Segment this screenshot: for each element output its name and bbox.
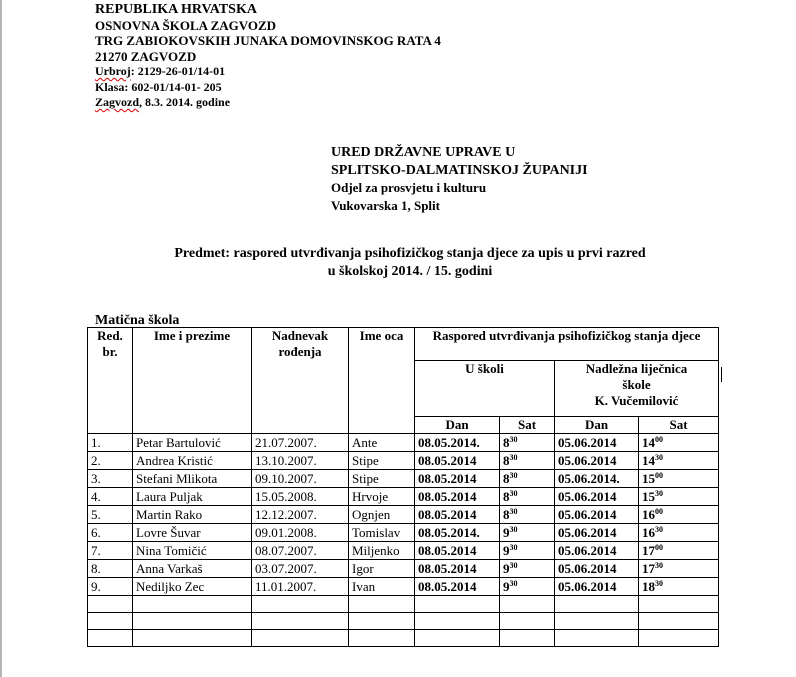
student-name: Nediljko Zec: [133, 578, 252, 596]
school-day: 08.05.2014: [415, 542, 500, 560]
row-number: 8.: [88, 560, 133, 578]
school-header: [95, 2, 441, 111]
father-name: Miljenko: [349, 542, 415, 560]
recipient-block: [331, 144, 588, 214]
doctor-name: K. Vučemilović: [594, 393, 679, 408]
birth-date: 21.07.2007.: [252, 434, 349, 452]
birth-date: 13.10.2007.: [252, 452, 349, 470]
col-father: Ime oca: [349, 328, 415, 434]
doctor-day: 05.06.2014: [555, 506, 639, 524]
table-row: [88, 488, 719, 506]
doctor-time-hour: 16: [642, 525, 655, 540]
school-time-hour: 9: [503, 543, 510, 558]
col-dob: Nadnevak rođenja: [252, 328, 349, 434]
student-name: Petar Bartulović: [133, 434, 252, 452]
doctor-time-hour: 18: [642, 579, 655, 594]
subject-line-2: u školskoj 2014. / 15. godini: [327, 264, 493, 279]
row-number: 4.: [88, 488, 133, 506]
school-day: 08.05.2014.: [415, 434, 500, 452]
doctor-day: 05.06.2014: [555, 434, 639, 452]
row-number: 3.: [88, 470, 133, 488]
school-time-minutes: 30: [509, 489, 518, 498]
doctor-day: 05.06.2014: [555, 524, 639, 542]
school-day: 08.05.2014: [415, 560, 500, 578]
birth-date: 12.12.2007.: [252, 506, 349, 524]
doctor-time-minutes: 30: [655, 525, 663, 534]
table-row: [88, 434, 719, 452]
doctor-title: Nadležna liječnica: [585, 361, 688, 376]
date-value: , 8.3. 2014. godine: [139, 95, 231, 109]
school-day: 08.05.2014: [415, 452, 500, 470]
school-time-hour: 8: [503, 489, 510, 504]
table-row: [88, 524, 719, 542]
doctor-time: [639, 560, 719, 578]
school-time-minutes: 30: [509, 579, 518, 588]
doctor-time-minutes: 00: [655, 435, 663, 444]
doctor-time-hour: 14: [642, 435, 655, 450]
col-doctor-sat: Sat: [639, 417, 719, 434]
doctor-time-hour: 15: [642, 471, 655, 486]
doctor-day: 05.06.2014: [555, 560, 639, 578]
subject-block: [80, 245, 740, 281]
birth-date: 09.01.2008.: [252, 524, 349, 542]
school-day: 08.05.2014: [415, 470, 500, 488]
section-title: Matična škola: [95, 313, 180, 328]
doctor-time-minutes: 30: [655, 489, 663, 498]
col-doctor-dan: Dan: [555, 417, 639, 434]
school-time-hour: 9: [503, 561, 510, 576]
father-name: Stipe: [349, 470, 415, 488]
row-number: 2.: [88, 452, 133, 470]
school-time: [500, 488, 555, 506]
student-name: Nina Tomičić: [133, 542, 252, 560]
doctor-day: 05.06.2014.: [555, 470, 639, 488]
school-day: 08.05.2014.: [415, 524, 500, 542]
school-time-hour: 8: [503, 453, 510, 468]
school-day: 08.05.2014: [415, 578, 500, 596]
doctor-time-minutes: 00: [655, 471, 663, 480]
school-time: [500, 470, 555, 488]
father-name: Ivan: [349, 578, 415, 596]
col-name: Ime i prezime: [133, 328, 252, 434]
table-row: [88, 560, 719, 578]
recipient-line-4: Vukovarska 1, Split: [331, 197, 440, 213]
table-row: [88, 452, 719, 470]
birth-date: 11.01.2007.: [252, 578, 349, 596]
school-time-hour: 8: [503, 507, 510, 522]
blank-row: [88, 596, 719, 613]
school-time: [500, 434, 555, 452]
page-left-edge: [0, 0, 2, 677]
col-u-skoli: U školi: [415, 361, 555, 417]
doctor-time-minutes: 00: [655, 543, 663, 552]
school-time-minutes: 30: [509, 561, 518, 570]
doctor-day: 05.06.2014: [555, 578, 639, 596]
doctor-day: 05.06.2014: [555, 542, 639, 560]
blank-row: [88, 613, 719, 630]
school-time-minutes: 30: [509, 507, 518, 516]
doctor-time: [639, 470, 719, 488]
doctor-time: [639, 524, 719, 542]
header-urbroj: [95, 64, 441, 80]
header-postcode: 21270 ZAGVOZD: [95, 48, 197, 64]
birth-date: 09.10.2007.: [252, 470, 349, 488]
school-time: [500, 524, 555, 542]
row-number: 1.: [88, 434, 133, 452]
school-time-minutes: 30: [509, 435, 518, 444]
father-name: Igor: [349, 560, 415, 578]
student-name: Lovre Šuvar: [133, 524, 252, 542]
school-time: [500, 560, 555, 578]
header-address: TRG ZABIOKOVSKIH JUNAKA DOMOVINSKOG RATA 4: [95, 33, 441, 48]
school-time: [500, 542, 555, 560]
doctor-day: 05.06.2014: [555, 452, 639, 470]
school-time: [500, 578, 555, 596]
student-name: Stefani Mlikota: [133, 470, 252, 488]
doctor-time-hour: 14: [642, 453, 655, 468]
doctor-time-minutes: 30: [655, 453, 663, 462]
school-time: [500, 506, 555, 524]
doctor-time-hour: 16: [642, 507, 655, 522]
header-row-1: [88, 328, 719, 361]
doctor-time: [639, 542, 719, 560]
birth-date: 08.07.2007.: [252, 542, 349, 560]
school-time-minutes: 30: [509, 525, 518, 534]
table-row: [88, 542, 719, 560]
col-school-dan: Dan: [415, 417, 500, 434]
row-number: 5.: [88, 506, 133, 524]
row-number: 9.: [88, 578, 133, 596]
student-name: Anna Varkaš: [133, 560, 252, 578]
urbroj-value: : 2129-26-01/14-01: [130, 64, 226, 78]
doctor-time-minutes: 30: [655, 579, 663, 588]
col-schedule: Raspored utvrđivanja psihofizičkog stanja djece: [415, 328, 719, 361]
school-day: 08.05.2014: [415, 506, 500, 524]
doctor-day: 05.06.2014: [555, 488, 639, 506]
school-time-minutes: 30: [509, 453, 518, 462]
urbroj-label: Urbroj: [95, 64, 131, 78]
father-name: Stipe: [349, 452, 415, 470]
doctor-time-hour: 17: [642, 543, 655, 558]
row-number: 6.: [88, 524, 133, 542]
school-day: 08.05.2014: [415, 488, 500, 506]
col-school-sat: Sat: [500, 417, 555, 434]
doctor-time-minutes: 30: [655, 561, 663, 570]
table-row: [88, 470, 719, 488]
student-name: Martin Rako: [133, 506, 252, 524]
father-name: Ognjen: [349, 506, 415, 524]
doctor-school: škole: [622, 377, 651, 392]
blank-row: [88, 630, 719, 647]
school-time-hour: 9: [503, 525, 510, 540]
header-school-name: OSNOVNA ŠKOLA ZAGVOZD: [95, 17, 277, 33]
birth-date: 03.07.2007.: [252, 560, 349, 578]
school-time-minutes: 30: [509, 471, 518, 480]
doctor-time: [639, 434, 719, 452]
doctor-time-minutes: 00: [655, 507, 663, 516]
school-time-hour: 8: [503, 471, 510, 486]
row-number: 7.: [88, 542, 133, 560]
doctor-time: [639, 488, 719, 506]
school-time-hour: 8: [503, 435, 510, 450]
date-place: Zagvozd: [95, 95, 140, 109]
student-name: Andrea Kristić: [133, 452, 252, 470]
doctor-time: [639, 578, 719, 596]
birth-date: 15.05.2008.: [252, 488, 349, 506]
header-klasa: Klasa: 602-01/14-01- 205: [95, 79, 222, 94]
father-name: Tomislav: [349, 524, 415, 542]
school-time: [500, 452, 555, 470]
student-name: Laura Puljak: [133, 488, 252, 506]
recipient-line-3: Odjel za prosvjetu i kulturu: [331, 180, 487, 195]
col-red-br: Red. br.: [88, 328, 133, 434]
school-time-hour: 9: [503, 579, 510, 594]
father-name: Ante: [349, 434, 415, 452]
father-name: Hrvoje: [349, 488, 415, 506]
schedule-table: [87, 327, 719, 647]
header-date: [95, 95, 441, 111]
recipient-line-1: URED DRŽAVNE UPRAVE U: [331, 145, 516, 160]
table-row: [88, 578, 719, 596]
table-row: [88, 506, 719, 524]
recipient-line-2: SPLITSKO-DALMATINSKOJ ŽUPANIJI: [331, 162, 588, 178]
school-time-minutes: 30: [509, 543, 518, 552]
col-doctor: [555, 361, 719, 417]
text-cursor: [721, 367, 722, 382]
doctor-time: [639, 506, 719, 524]
subject-line-1: Predmet: raspored utvrđivanja psihofizičkog stanja djece za upis u prvi razred: [174, 246, 646, 261]
doctor-time-hour: 15: [642, 489, 655, 504]
doctor-time-hour: 17: [642, 561, 655, 576]
header-country: REPUBLIKA HRVATSKA: [95, 2, 257, 17]
doctor-time: [639, 452, 719, 470]
